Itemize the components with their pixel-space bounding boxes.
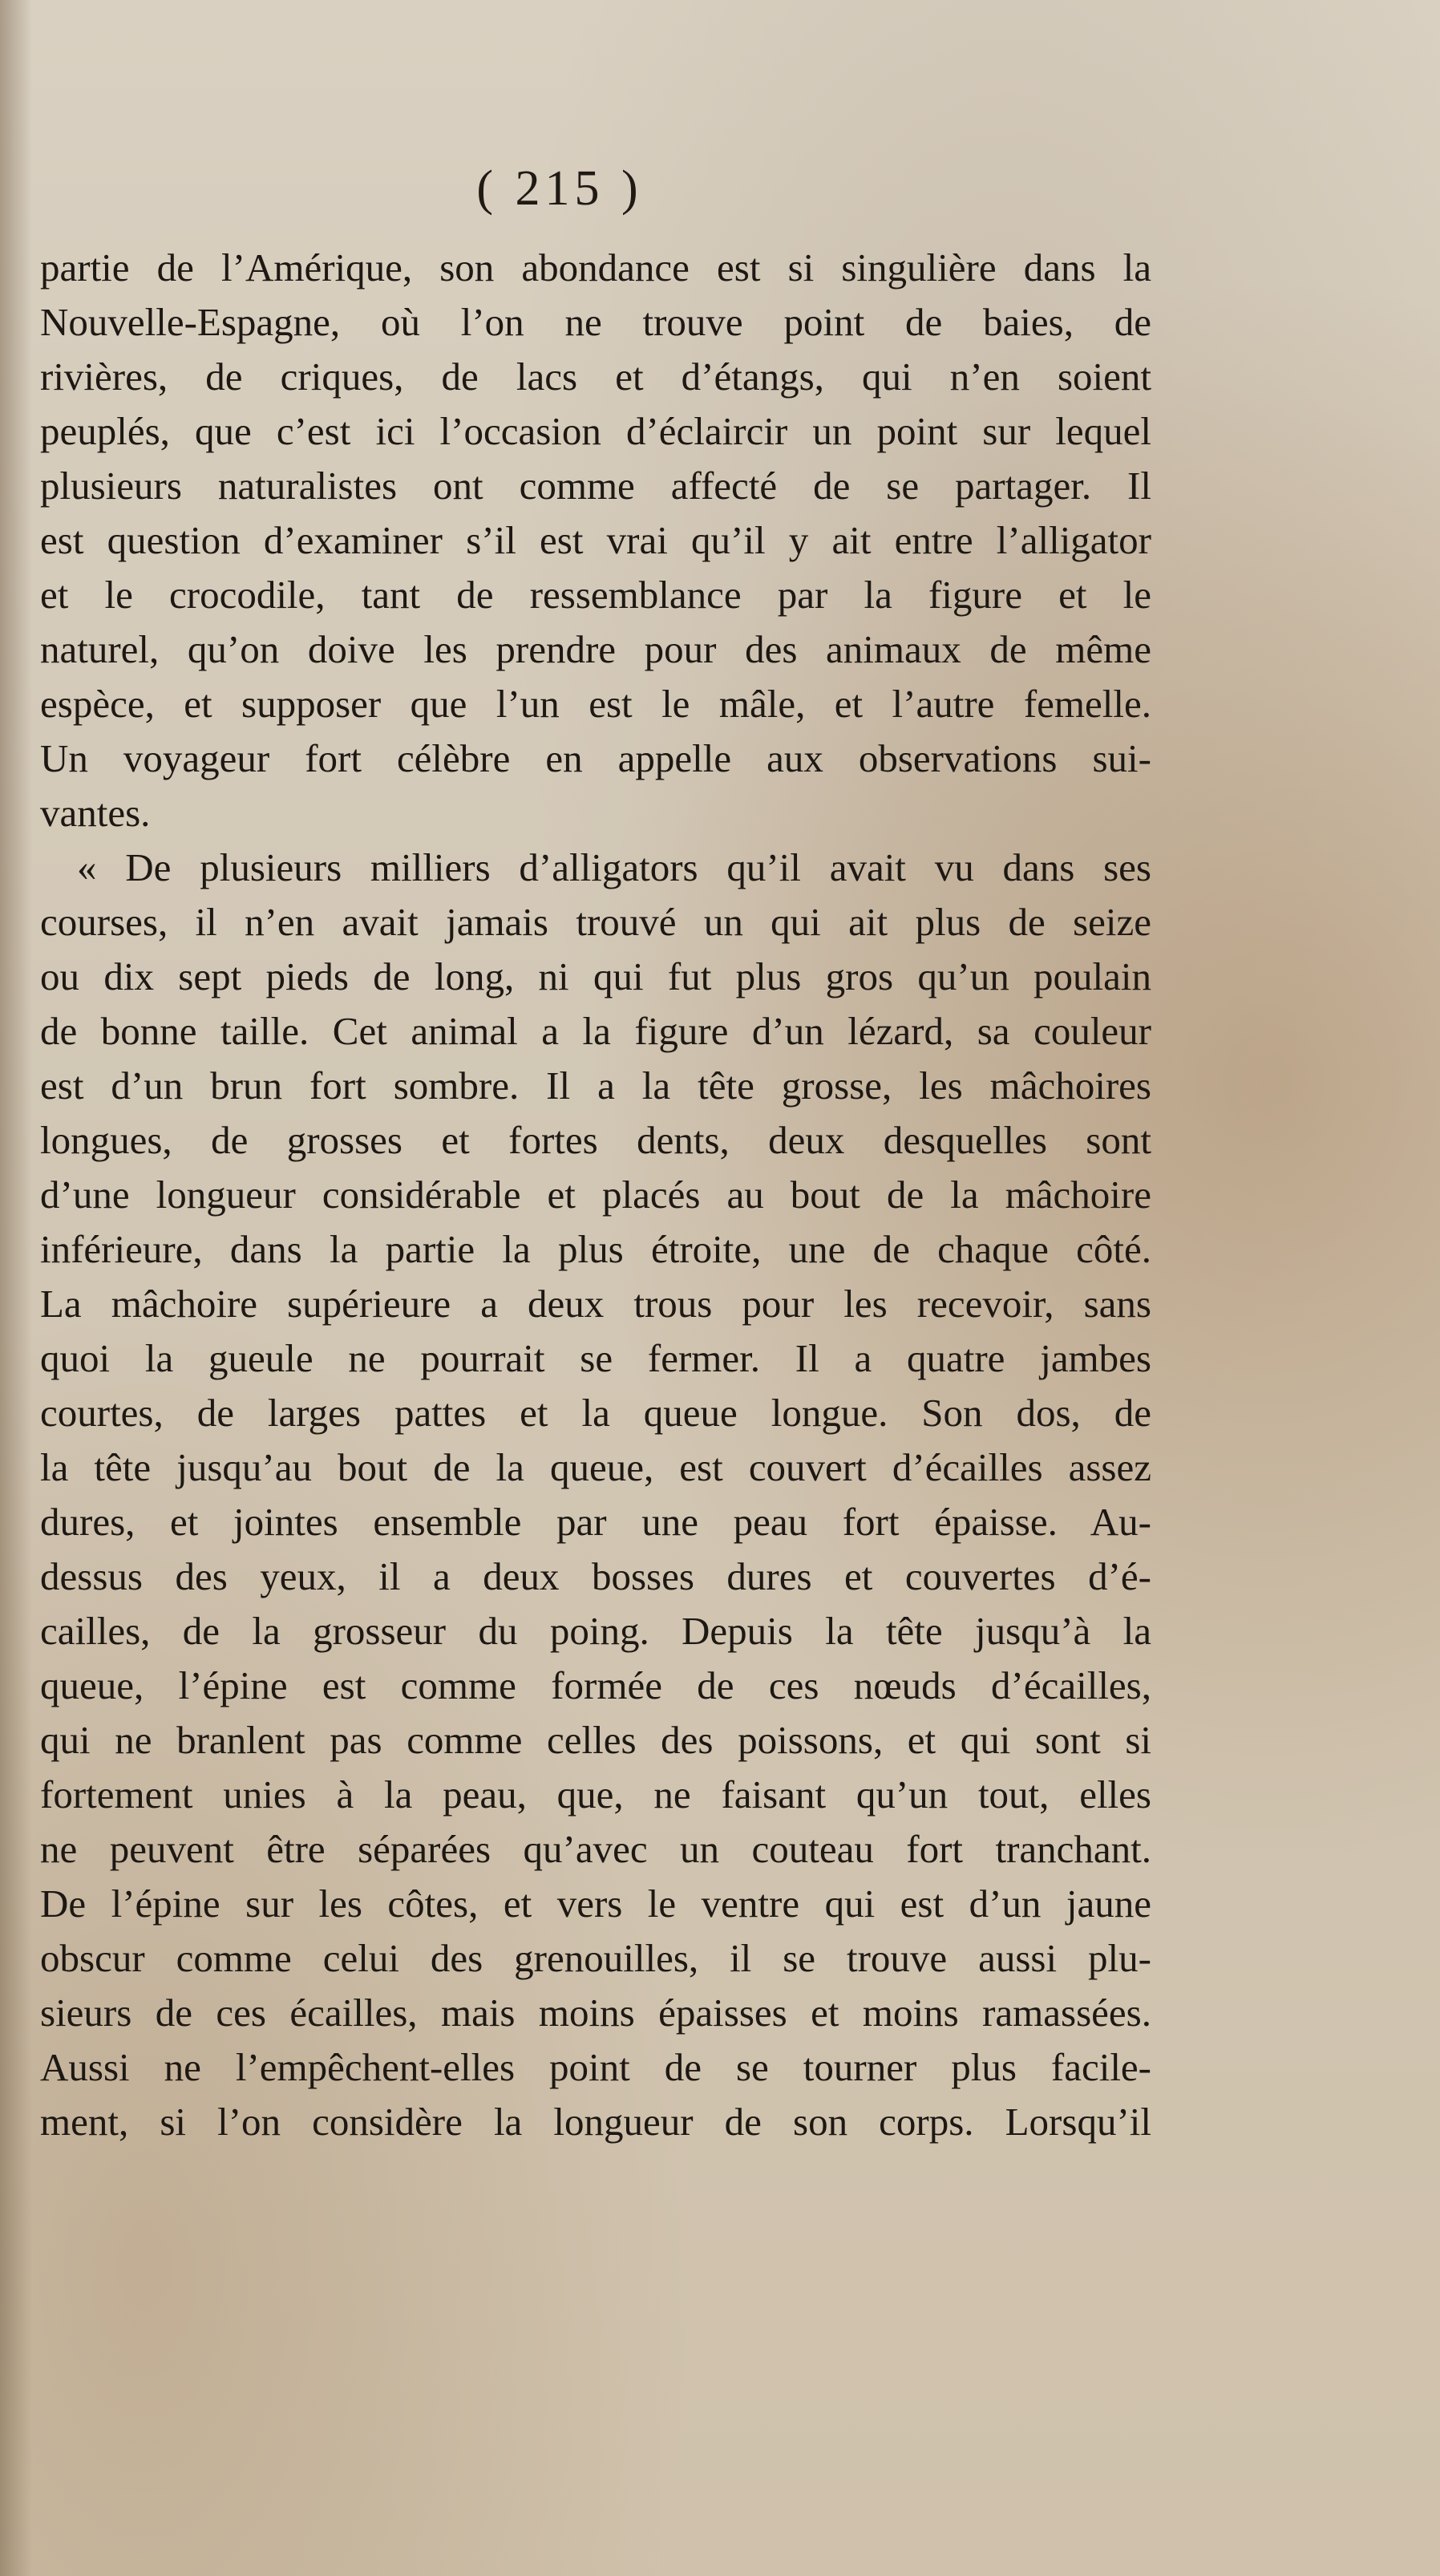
text-line: de bonne taille. Cet animal a la figure d’un lézard, sa couleur — [40, 1009, 1151, 1053]
text-line: ne peuvent être séparées qu’avec un couteau fort tranchant. — [40, 1827, 1151, 1871]
text-line: quoi la gueule ne pourrait se fermer. Il a quatre jambes — [40, 1336, 1151, 1380]
text-line: d’une longueur considérable et placés au bout de la mâchoire — [40, 1173, 1151, 1217]
text-line: espèce, et supposer que l’un est le mâle, et l’autre femelle. — [40, 682, 1151, 726]
text-line: cailles, de la grosseur du poing. Depuis la tête jusqu’à la — [40, 1609, 1151, 1653]
text-line: plusieurs naturalistes ont comme affecté de se partager. Il — [40, 464, 1151, 508]
text-line: dessus des yeux, il a deux bosses dures et couvertes d’é- — [40, 1554, 1151, 1598]
text-line: obscur comme celui des grenouilles, il se trouve aussi plu- — [40, 1936, 1151, 1980]
text-line: qui ne branlent pas comme celles des poissons, et qui sont si — [40, 1718, 1151, 1762]
text-line: courtes, de larges pattes et la queue longue. Son dos, de — [40, 1391, 1151, 1435]
page-number: ( 215 ) — [476, 161, 643, 216]
body-text — [40, 241, 1151, 2149]
text-line: est question d’examiner s’il est vrai qu’il y ait entre l’alligator — [40, 518, 1151, 562]
text-line: inférieure, dans la partie la plus étroite, une de chaque côté. — [40, 1227, 1151, 1271]
text-line: ment, si l’on considère la longueur de son corps. Lorsqu’il — [40, 2100, 1151, 2144]
text-line: est d’un brun fort sombre. Il a la tête grosse, les mâchoires — [40, 1063, 1151, 1108]
text-line: et le crocodile, tant de ressemblance par la figure et le — [40, 573, 1151, 617]
text-line: la tête jusqu’au bout de la queue, est couvert d’écailles assez — [40, 1445, 1151, 1489]
text-line: sieurs de ces écailles, mais moins épaisses et moins ramassées. — [40, 1991, 1151, 2035]
text-line: De l’épine sur les côtes, et vers le ventre qui est d’un jaune — [40, 1881, 1151, 1926]
text-line: peuplés, que c’est ici l’occasion d’éclaircir un point sur lequel — [40, 409, 1151, 453]
text-line: ou dix sept pieds de long, ni qui fut plus gros qu’un poulain — [40, 954, 1151, 998]
text-line: La mâchoire supérieure a deux trous pour les recevoir, sans — [40, 1282, 1151, 1326]
text-line: queue, l’épine est comme formée de ces nœuds d’écailles, — [40, 1663, 1151, 1707]
text-line-paragraph-end: vantes. — [40, 791, 151, 835]
text-line: partie de l’Amérique, son abondance est si singulière dans la — [40, 245, 1151, 290]
text-line: Un voyageur fort célèbre en appelle aux observations sui- — [40, 736, 1151, 780]
text-line: fortement unies à la peau, que, ne faisant qu’un tout, elles — [40, 1772, 1151, 1817]
text-line: dures, et jointes ensemble par une peau fort épaisse. Au- — [40, 1500, 1151, 1544]
text-line: Nouvelle-Espagne, où l’on ne trouve point de baies, de — [40, 300, 1151, 344]
text-line: Aussi ne l’empêchent-elles point de se tourner plus facile- — [40, 2045, 1151, 2089]
text-line-paragraph-start: « De plusieurs milliers d’alligators qu’il avait vu dans ses — [77, 845, 1151, 889]
page-edge-shadow — [0, 0, 32, 2576]
text-line: longues, de grosses et fortes dents, deux desquelles sont — [40, 1118, 1151, 1162]
text-line: rivières, de criques, de lacs et d’étangs, qui n’en soient — [40, 354, 1151, 399]
text-line: courses, il n’en avait jamais trouvé un qui ait plus de seize — [40, 900, 1151, 944]
text-line: naturel, qu’on doive les prendre pour des animaux de même — [40, 627, 1151, 671]
